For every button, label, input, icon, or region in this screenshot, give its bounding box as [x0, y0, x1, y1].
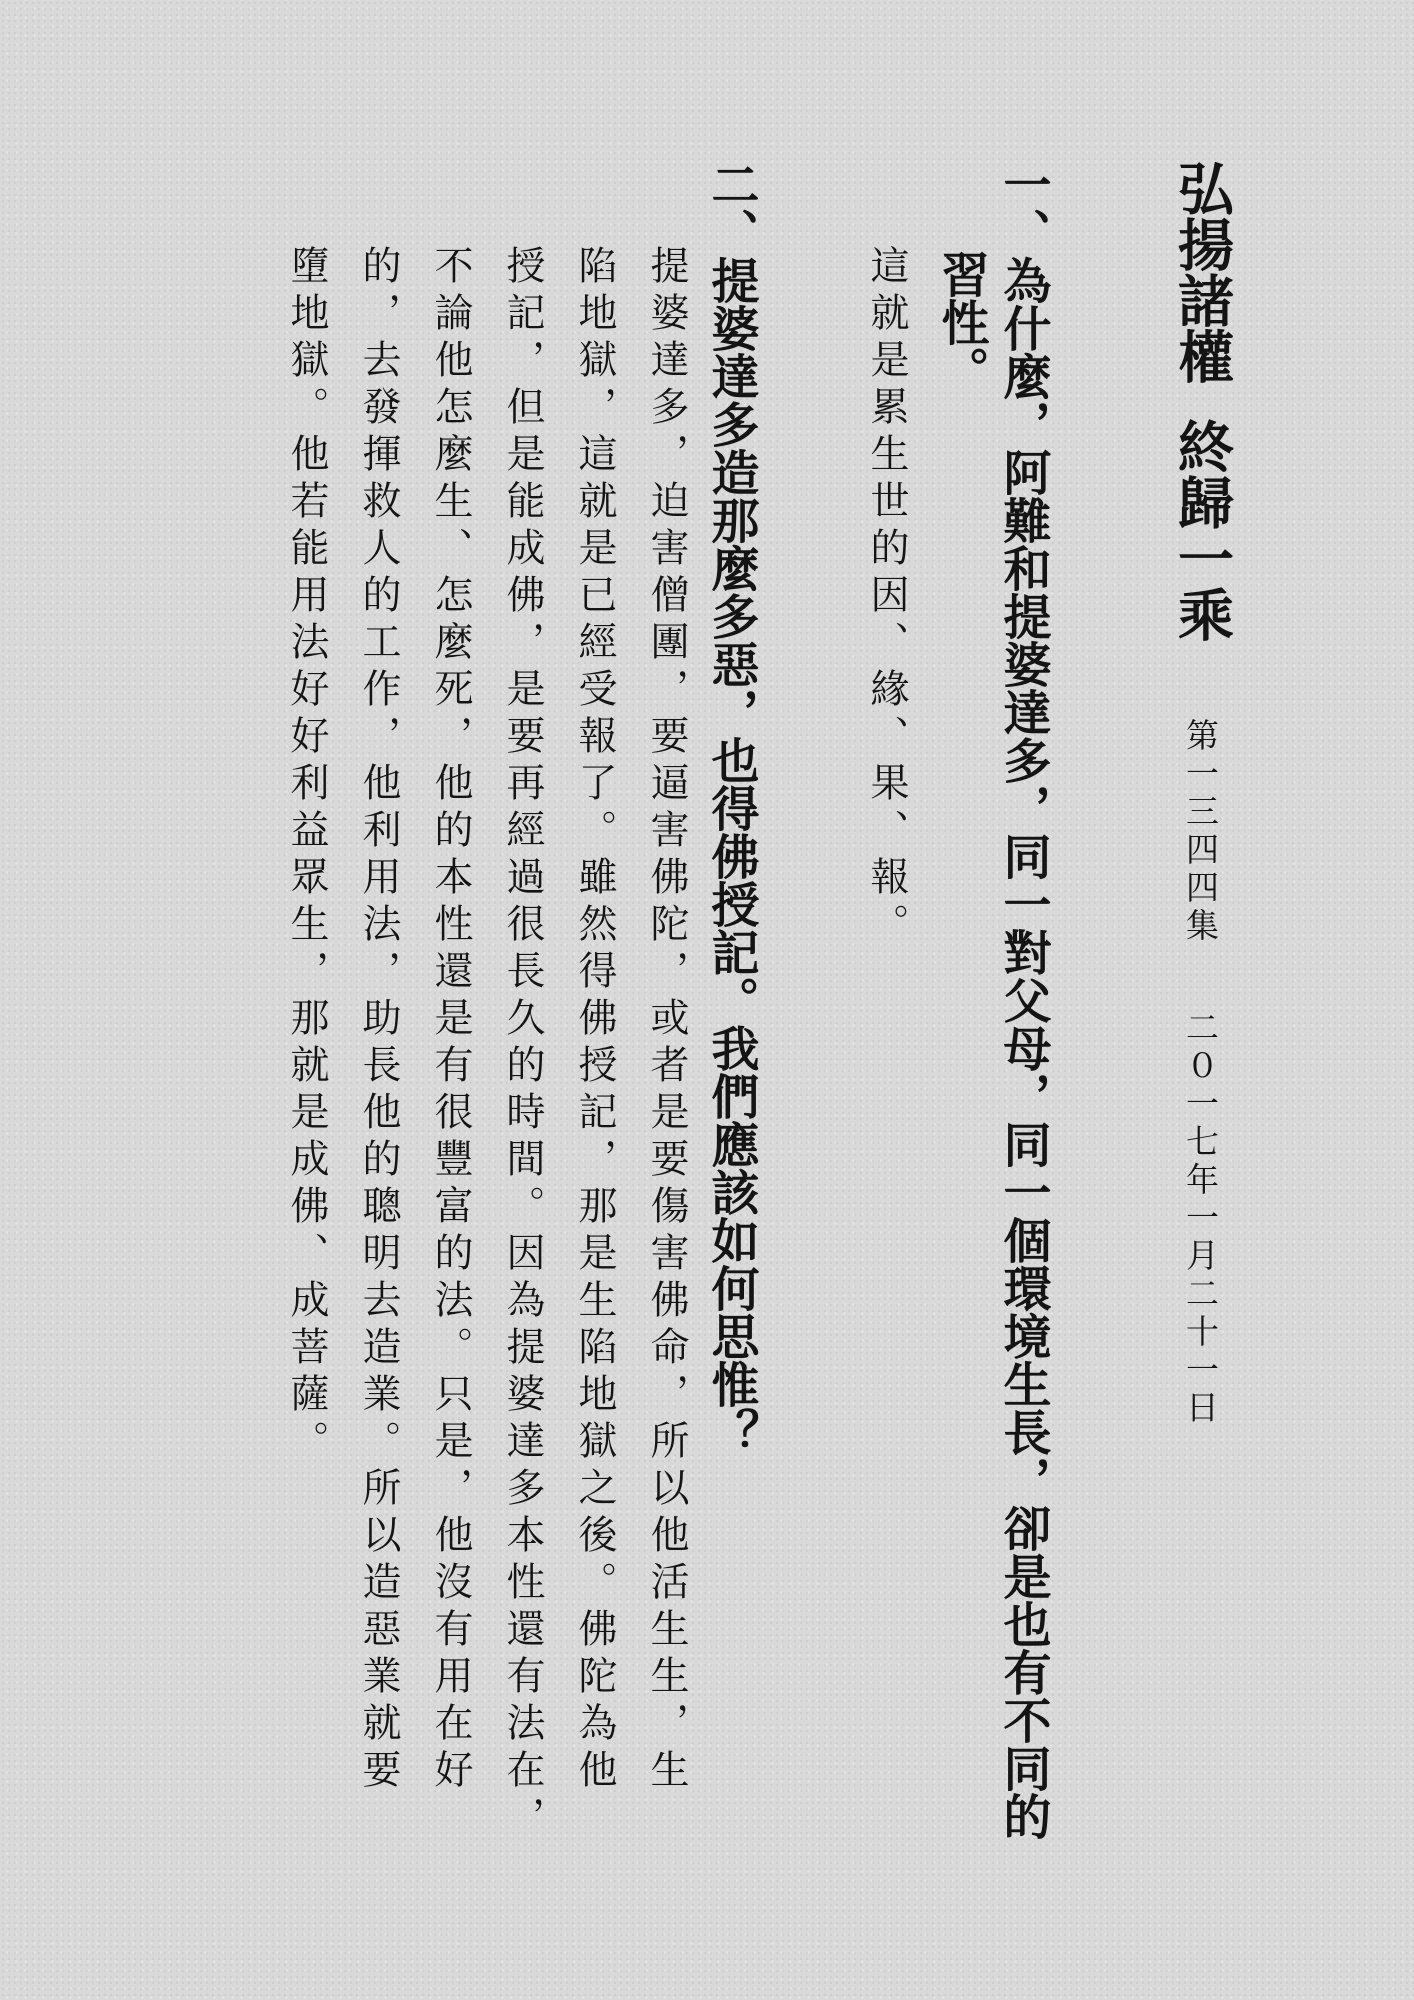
question-1	[930, 160, 1054, 1840]
answer-2	[270, 245, 702, 1843]
page-title	[1170, 160, 1234, 642]
question-1-line-1: 一、為什麼，阿難和提婆達多，同一對父母，同一個環境生長，卻是也有不同的	[995, 160, 1051, 1840]
answer-2-line-6: 墮地獄。他若能用法好好利益眾生，那就是成佛、成菩薩。	[284, 245, 329, 1467]
question-2	[700, 160, 762, 1820]
answer-2-line-2: 陷地獄，這就是已經受報了。雖然得佛授記，那是生陷地獄之後。佛陀為他	[572, 245, 617, 1796]
title-part-2: 終歸一乘	[1169, 418, 1235, 642]
question-2-line-1: 二、提婆達多造那麼多惡，也得佛授記。我們應該如何思惟？	[703, 160, 759, 1456]
question-1-line-2: 習性。	[933, 250, 989, 394]
answer-2-line-5: 的，去發揮救人的工作，他利用法，助長他的聰明去造業。所以造惡業就要	[356, 245, 401, 1796]
answer-1-line-1: 這就是累生世的因、緣、果、報。	[864, 245, 909, 950]
title-part-1: 弘揚諸權	[1169, 160, 1235, 384]
answer-2-line-1: 提婆達多，迫害僧團，要逼害佛陀，或者是要傷害佛命，所以他活生生，生	[644, 245, 689, 1796]
answer-2-line-4: 不論他怎麼生、怎麼死，他的本性還是有很豐富的法。只是，他沒有用在好	[428, 245, 473, 1796]
answer-1	[850, 245, 922, 950]
episode-number: 第一三四四集	[1181, 718, 1220, 946]
answer-2-line-3: 授記，但是能成佛，是要再經過很長久的時間。因為提婆達多本性還有法在，	[500, 245, 545, 1843]
episode-date: 二０一七年一月二十一日	[1181, 1010, 1220, 1428]
